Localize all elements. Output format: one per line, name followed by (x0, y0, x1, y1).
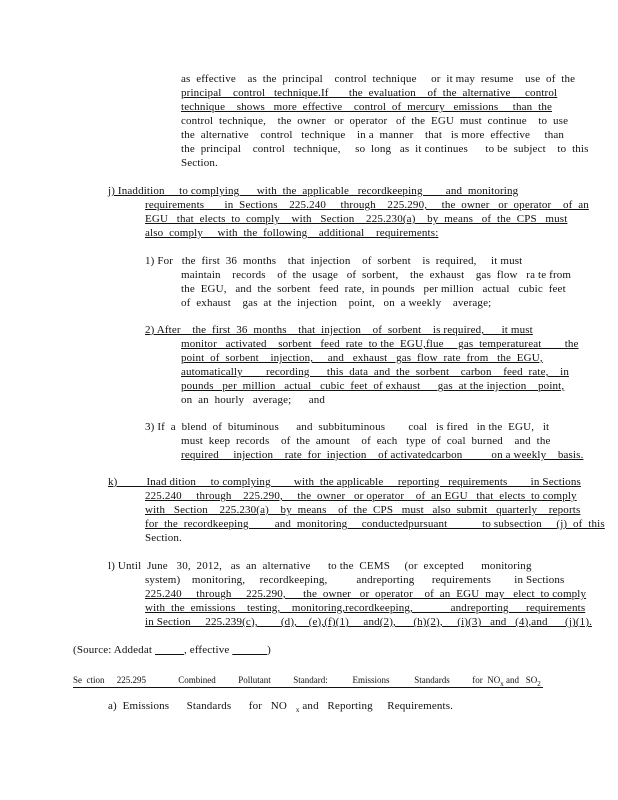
line-text: on an hourly average; and (181, 394, 326, 406)
section-heading (73, 674, 543, 688)
line-text: 3) If a blend of bituminous and subbituminous coal is fired in the EGU, it (145, 421, 550, 433)
text-line (145, 490, 577, 504)
line-text: l) Until June 30, 2012, as an alternative to the CEMS (or excepted monitoring (108, 560, 532, 572)
line-text: the alternative control technique in a manner that is more effective than (181, 129, 565, 141)
line-text: with the emissions testing, monitoring,recordkeeping, andreporting requirements (145, 602, 586, 614)
line-text: required injection rate for injection of activatedcarbon on a weekly basis. (181, 449, 584, 461)
line-text: monitor activated sorbent feed rate to the EGU,flue gas temperatureat the (181, 338, 579, 350)
text-line (145, 588, 586, 602)
line-text: j) Inaddition to complying with the applicable recordkeeping and monitoring (108, 185, 519, 197)
text-line (181, 157, 218, 171)
text-line (145, 574, 564, 588)
text-line (145, 255, 522, 269)
source-blank-date (155, 644, 184, 656)
line-text: control technique, the owner or operator of the EGU must continue to use (181, 115, 569, 127)
text-line (145, 532, 182, 546)
line-text: requirements in Sections 225.240 through 225.290, the owner or operator of an (145, 199, 589, 211)
text-line (145, 213, 567, 227)
text-line (181, 380, 564, 394)
text-line (181, 143, 589, 157)
line-text: 2) After the first 36 months that injection of sorbent is required, it must (145, 324, 533, 336)
text-line (181, 101, 552, 115)
line-text: Section. (181, 157, 218, 169)
text-line (181, 297, 491, 311)
line-text: point of sorbent injection, and exhaust gas flow rate from the EGU, (181, 352, 543, 364)
line-text: with Section 225.230(a) by means of the CPS must also submit quarterly reports (145, 504, 581, 516)
line-text: principal control technique.If the evaluation of the alternative control (181, 87, 558, 99)
line-text: 1) For the first 36 months that injection of sorbent is required, it must (145, 255, 523, 267)
line-text: automatically recording this data and the sorbent carbon feed rate, in (181, 366, 569, 378)
text-line (108, 185, 518, 199)
line-text: Section. (145, 532, 182, 544)
section-underline (73, 687, 543, 688)
text-line (145, 227, 438, 241)
text-line (145, 199, 589, 213)
text-line (145, 602, 585, 616)
source-prefix: (Source: Addedat (73, 644, 153, 656)
a-suffix: and Reporting Requirements. (302, 700, 454, 712)
a-prefix: a) Emissions Standards for NO (108, 700, 287, 712)
text-line (181, 352, 543, 366)
text-line (181, 269, 571, 283)
section-title-and-so: and SO (506, 675, 538, 685)
line-text: EGU that elects to comply with Section 225.230(a) by means of the CPS must (145, 213, 568, 225)
line-text: pounds per million actual cubic feet of exhaust gas at the injection point, (181, 380, 565, 392)
line-text: 225.240 through 225.290, the owner or operator of an EGU that elects to comply (145, 490, 577, 502)
text-line (181, 87, 557, 101)
line-text: for the recordkeeping and monitoring conductedpursuant to subsection (j) of this (145, 518, 605, 530)
line-text: also comply with the following additional requirements: (145, 227, 439, 239)
a-nox-subscript: x (295, 706, 300, 714)
text-line (145, 518, 605, 532)
text-line (145, 616, 592, 630)
line-text: the EGU, and the sorbent feed rate, in pounds per million actual cubic feet (181, 283, 566, 295)
subsection-a-heading (108, 700, 453, 714)
text-line (181, 449, 583, 463)
source-suffix: ) (267, 644, 271, 656)
line-text: of exhaust gas at the injection point, on a weekly average; (181, 297, 492, 309)
text-line (181, 283, 566, 297)
text-line (181, 129, 564, 143)
line-text: in Section 225.239(c), (d), (e),(f)(1) and(2), (h)(2), (i)(3) and (4),and (j)(1). (145, 616, 593, 628)
nox-subscript: x (500, 680, 504, 688)
line-text: maintain records of the usage of sorbent, the exhaust gas flow ra te from (181, 269, 572, 281)
line-text: the principal control technique, so long as it continues to be subject to this (181, 143, 589, 155)
text-line (145, 421, 549, 435)
text-line (181, 338, 579, 352)
section-number: 225.295 (116, 675, 146, 685)
text-line (108, 560, 532, 574)
source-blank-effective (232, 644, 267, 656)
text-line (108, 476, 581, 490)
line-text: technique shows more effective control of mercury emissions than the (181, 101, 553, 113)
section-label: Se ction (73, 675, 105, 685)
text-line (145, 504, 580, 518)
section-title: Combined Pollutant Standard: Emissions Standards for NO (178, 675, 501, 685)
line-text: k) Inad dition to complying with the applicable reporting requirements in Sections (108, 476, 581, 488)
text-line (181, 435, 551, 449)
so2-subscript: 2 (537, 680, 541, 688)
line-text: must keep records of the amount of each type of coal burned and the (181, 435, 551, 447)
text-line (181, 394, 325, 408)
line-text: system) monitoring, recordkeeping, andreporting requirements in Sections (145, 574, 565, 586)
line-text: 225.240 through 225.290, the owner or operator of an EGU may elect to comply (145, 588, 587, 600)
text-line (145, 324, 533, 338)
line-text: as effective as the principal control technique or it may resume use of the (181, 73, 576, 85)
text-line (181, 115, 568, 129)
text-line (181, 366, 569, 380)
text-line (181, 73, 575, 87)
source-note (73, 644, 271, 658)
source-middle: , effective (183, 644, 230, 656)
